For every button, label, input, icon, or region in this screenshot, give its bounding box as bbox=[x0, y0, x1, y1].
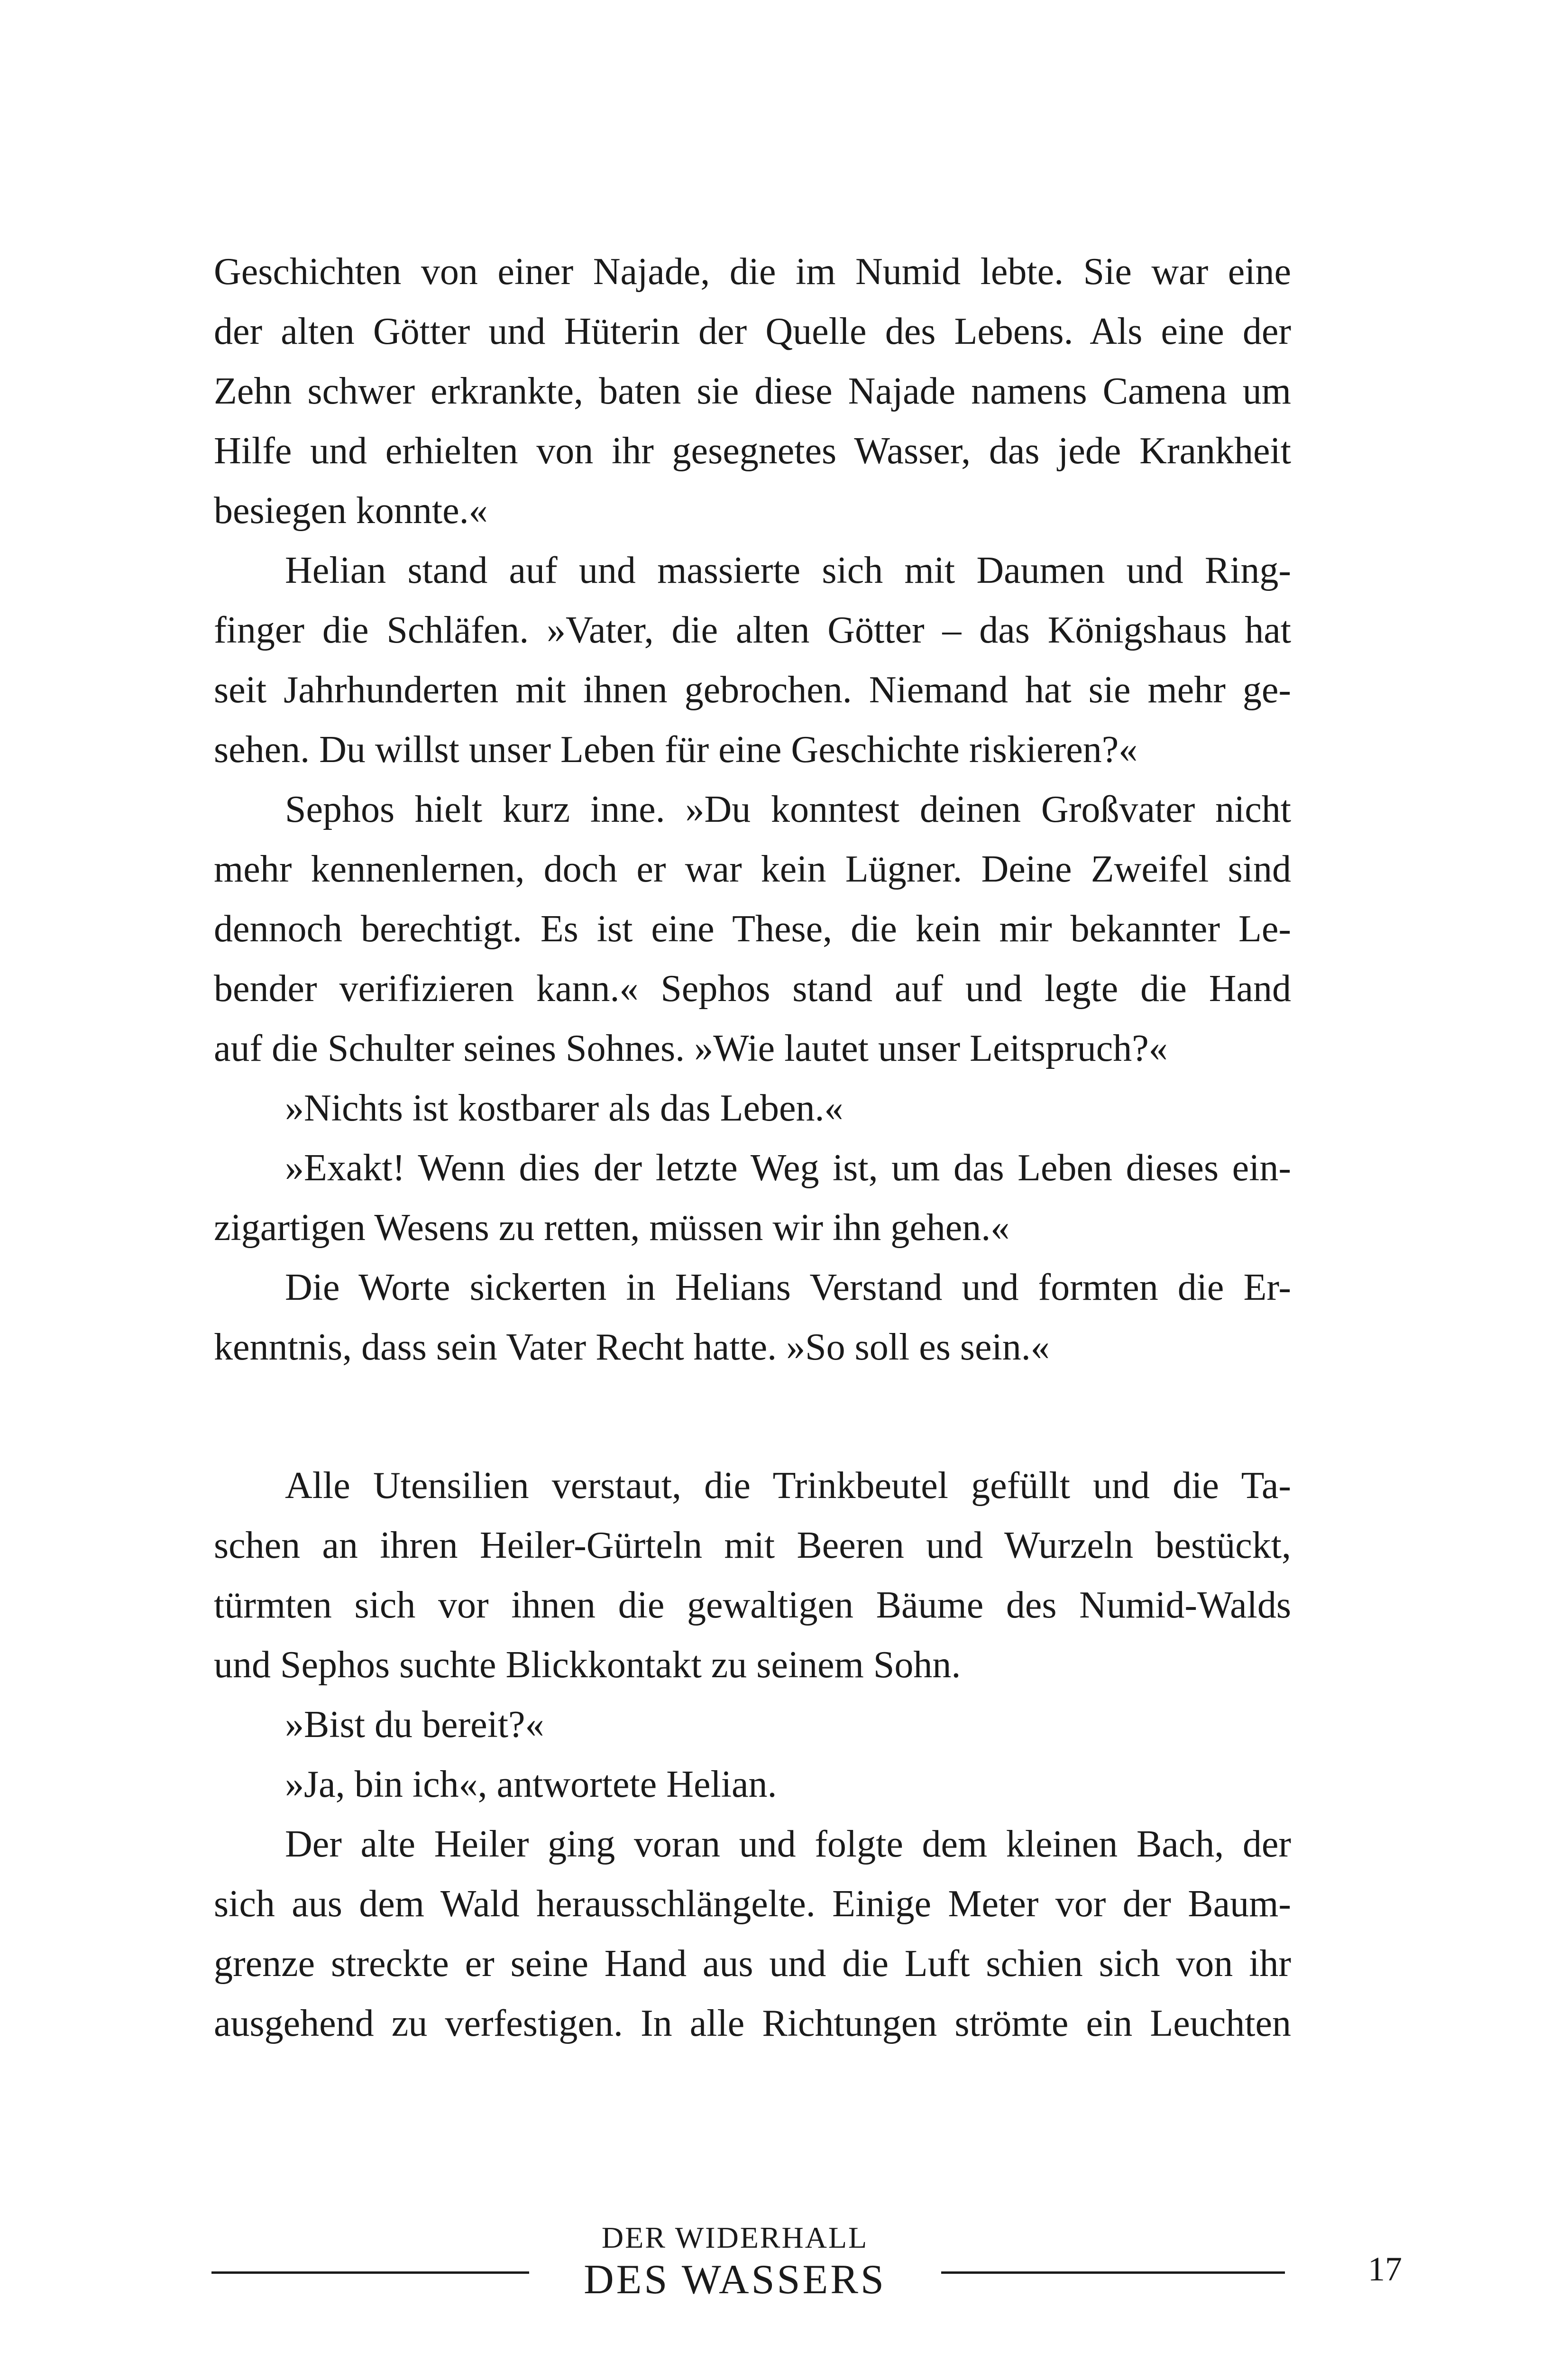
text-line: Zehn schwer erkrankte, baten sie diese Najade namens Camena um bbox=[214, 370, 1291, 412]
text-line: finger die Schläfen. »Vater, die alten Götter – das Königshaus hat bbox=[214, 609, 1291, 651]
footer-rule-right bbox=[941, 2271, 1285, 2274]
text-line: »Ja, bin ich«, antwortete Helian. bbox=[285, 1764, 777, 1805]
text-line: schen an ihren Heiler-Gürteln mit Beeren und Wurzeln bestückt, bbox=[214, 1525, 1291, 1566]
text-line: der alten Götter und Hüterin der Quelle des Lebens. Als eine der bbox=[214, 311, 1291, 352]
logo-line-1: DER WIDERHALL bbox=[601, 2221, 869, 2254]
text-line: Der alte Heiler ging voran und folgte dem kleinen Bach, der bbox=[285, 1823, 1291, 1865]
body-text-section-2 bbox=[214, 1456, 1291, 2053]
text-line: »Bist du bereit?« bbox=[285, 1704, 544, 1746]
text-line: Geschichten von einer Najade, die im Numid lebte. Sie war eine bbox=[214, 251, 1291, 293]
text-line: zigartigen Wesens zu retten, müssen wir ihn gehen.« bbox=[214, 1207, 1010, 1249]
text-line: »Nichts ist kostbarer als das Leben.« bbox=[285, 1087, 844, 1129]
page-footer bbox=[0, 2219, 1568, 2314]
page-number: 17 bbox=[1368, 2250, 1402, 2288]
text-line: türmten sich vor ihnen die gewaltigen Bäume des Numid-Walds bbox=[214, 1584, 1291, 1626]
book-title-logo bbox=[545, 2219, 925, 2304]
text-line: sich aus dem Wald herausschlängelte. Einige Meter vor der Baum- bbox=[214, 1883, 1291, 1925]
text-line: seit Jahrhunderten mit ihnen gebrochen. Niemand hat sie mehr ge- bbox=[214, 669, 1291, 711]
text-line: Die Worte sickerten in Helians Verstand und formten die Er- bbox=[285, 1267, 1291, 1308]
text-line: kenntnis, dass sein Vater Recht hatte. »So soll es sein.« bbox=[214, 1326, 1050, 1368]
body-text-section-1 bbox=[214, 242, 1291, 1377]
text-line: sehen. Du willst unser Leben für eine Geschichte riskieren?« bbox=[214, 729, 1138, 771]
text-line: dennoch berechtigt. Es ist eine These, die kein mir bekannter Le- bbox=[214, 908, 1291, 950]
text-line: Helian stand auf und massierte sich mit Daumen und Ring- bbox=[285, 550, 1291, 591]
text-line: grenze streckte er seine Hand aus und die Luft schien sich von ihr bbox=[214, 1943, 1291, 1985]
text-line: bender verifizieren kann.« Sephos stand auf und legte die Hand bbox=[214, 968, 1291, 1010]
text-line: und Sephos suchte Blickkontakt zu seinem Sohn. bbox=[214, 1644, 961, 1686]
text-line: Hilfe und erhielten von ihr gesegnetes Wasser, das jede Krankheit bbox=[214, 430, 1291, 472]
text-line: Sephos hielt kurz inne. »Du konntest deinen Großvater nicht bbox=[285, 789, 1291, 830]
footer-rule-left bbox=[211, 2271, 529, 2274]
text-line: »Exakt! Wenn dies der letzte Weg ist, um das Leben dieses ein- bbox=[285, 1147, 1291, 1189]
text-line: besiegen konnte.« bbox=[214, 490, 488, 532]
text-line: Alle Utensilien verstaut, die Trinkbeutel gefüllt und die Ta- bbox=[285, 1465, 1291, 1507]
text-line: auf die Schulter seines Sohnes. »Wie lautet unser Leitspruch?« bbox=[214, 1028, 1168, 1069]
logo-line-2: DES WASSERS bbox=[584, 2257, 886, 2303]
text-line: mehr kennenlernen, doch er war kein Lügner. Deine Zweifel sind bbox=[214, 848, 1291, 890]
text-line: ausgehend zu verfestigen. In alle Richtungen strömte ein Leuchten bbox=[214, 2003, 1291, 2044]
